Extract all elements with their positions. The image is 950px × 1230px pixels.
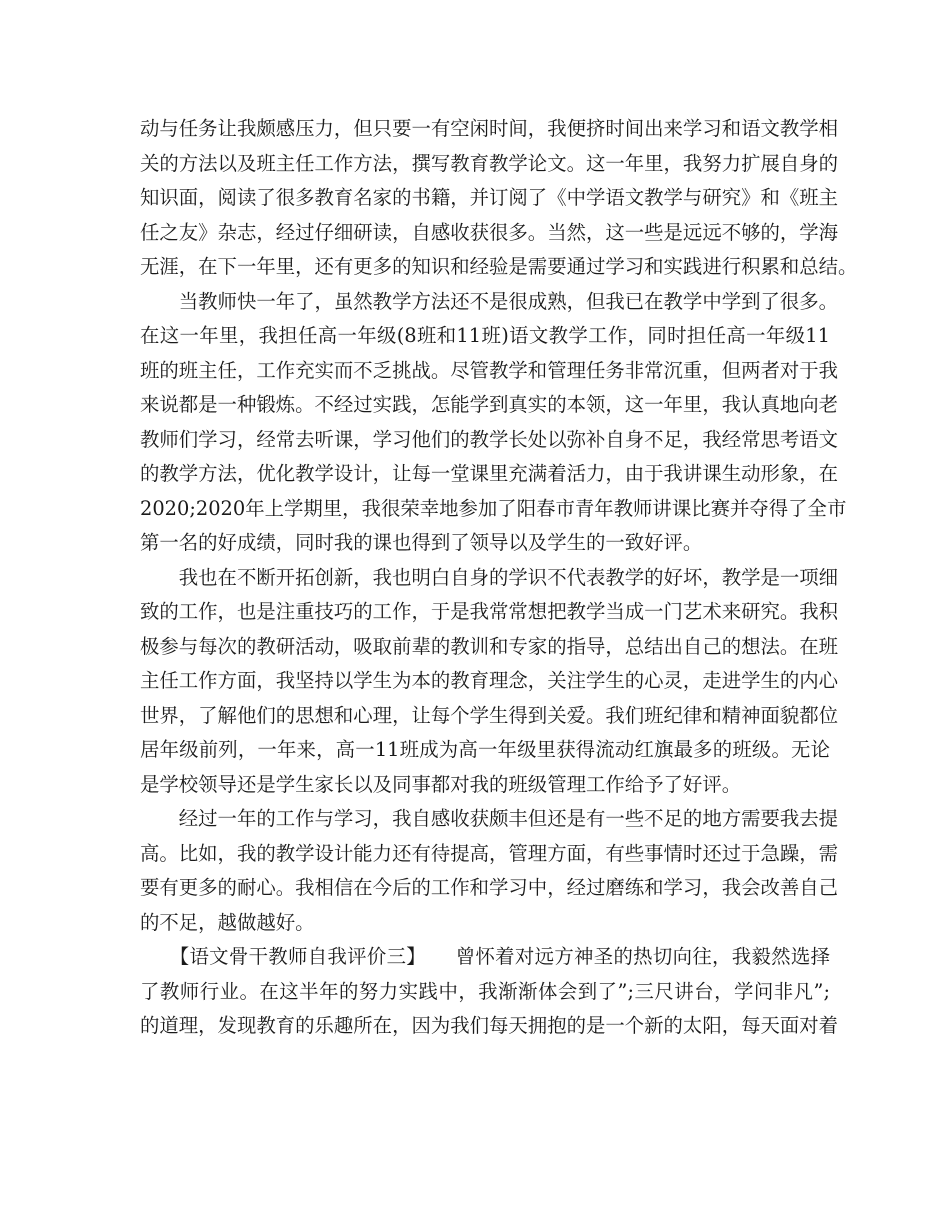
text-line: 是学校领导还是学生家长以及同事都对我的班级管理工作给予了好评。 (140, 772, 742, 796)
text-line: 的不足，越做越好。 (140, 910, 315, 934)
text-line: 【语文骨干教师自我评价三】 曾怀着对远方神圣的热切向往，我毅然选择 (140, 945, 830, 968)
text-line: 了教师行业。在这半年的努力实践中，我渐渐体会到了”;三尺讲台，学问非凡”; (140, 979, 830, 1003)
text-line: 动与任务让我颇感压力，但只要一有空闲时间，我便挤时间出来学习和语文教学相 (140, 117, 839, 140)
text-line: 高。比如，我的教学设计能力还有待提高，管理方面，有些事情时还过于急躁，需 (140, 841, 839, 865)
text-line: 来说都是一种锻炼。不经过实践，怎能学到真实的本领，这一年里，我认真地向老 (140, 393, 839, 416)
text-line: 要有更多的耐心。我相信在今后的工作和学习中，经过磨练和学习，我会改善自己 (140, 876, 839, 899)
text-line: 的道理，发现教育的乐趣所在，因为我们每天拥抱的是一个新的太阳，每天面对着 (140, 1014, 839, 1037)
text-line: 在这一年里，我担任高一年级(8班和11班)语文教学工作，同时担任高一年级11 (140, 324, 830, 347)
text-line: 无涯，在下一年里，还有更多的知识和经验是需要通过学习和实践进行积累和总结。 (140, 255, 858, 278)
text-line: 主任工作方面，我坚持以学生为本的教育理念，关注学生的心灵，走进学生的内心 (140, 669, 839, 692)
text-line: 世界，了解他们的思想和心理，让每个学生得到关爱。我们班纪律和精神面貌都位 (140, 703, 839, 727)
text-line: 居年级前列，一年来，高一11班成为高一年级里获得流动红旗最多的班级。无论 (140, 738, 830, 761)
text-line: 知识面，阅读了很多教育名家的书籍，并订阅了《中学语文教学与研究》和《班主 (140, 186, 839, 209)
text-line: 任之友》杂志，经过仔细研读，自感收获很多。当然，这一些是远远不够的，学海 (140, 220, 839, 244)
text-line: 关的方法以及班主任工作方法，撰写教育教学论文。这一年里，我努力扩展自身的 (140, 151, 839, 175)
text-line: 2020;2020年上学期里，我很荣幸地参加了阳春市青年教师讲课比赛并夺得了全市 (140, 496, 847, 520)
text-line: 教师们学习，经常去听课，学习他们的教学长处以弥补自身不足，我经常思考语文 (140, 427, 839, 451)
text-line: 的教学方法，优化教学设计，让每一堂课里充满着活力，由于我讲课生动形象，在 (140, 462, 839, 485)
text-line: 我也在不断开拓创新，我也明白自身的学识不代表教学的好坏，教学是一项细 (140, 565, 839, 589)
text-line: 经过一年的工作与学习，我自感收获颇丰但还是有一些不足的地方需要我去提 (140, 807, 839, 830)
text-line: 班的班主任，工作充实而不乏挑战。尽管教学和管理任务非常沉重，但两者对于我 (140, 358, 839, 382)
text-line: 致的工作，也是注重技巧的工作，于是我常常想把教学当成一门艺术来研究。我积 (140, 600, 839, 623)
text-line: 当教师快一年了，虽然教学方法还不是很成熟，但我已在教学中学到了很多。 (140, 289, 839, 313)
text-line: 极参与每次的教研活动，吸取前辈的教训和专家的指导，总结出自己的想法。在班 (140, 634, 839, 658)
body-text (140, 112, 858, 1044)
text-line: 第一名的好成绩，同时我的课也得到了领导以及学生的一致好评。 (140, 531, 703, 554)
